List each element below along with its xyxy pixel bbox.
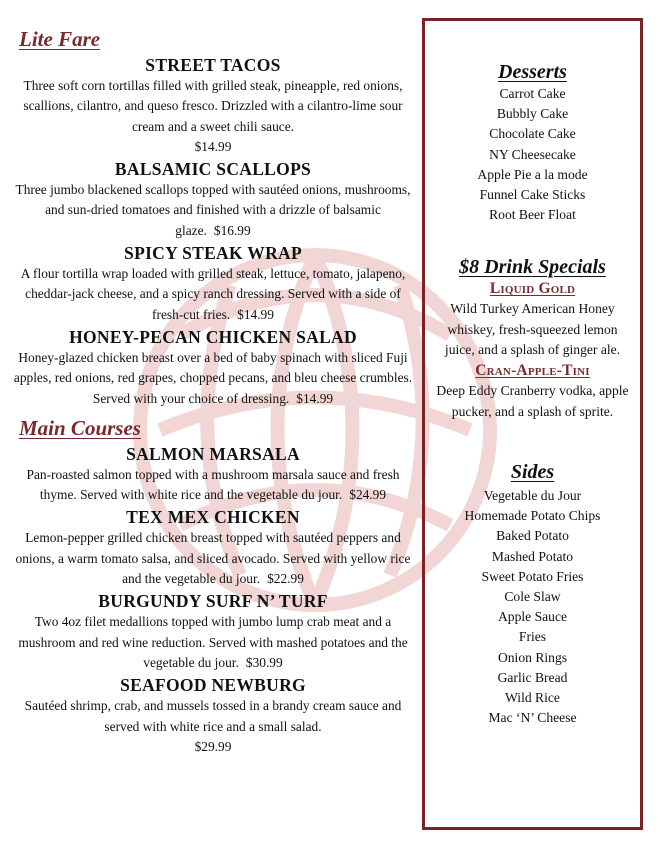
menu-item-title: BURGUNDY SURF N’ TURF	[98, 591, 328, 612]
menu-item-desc-text: Pan-roasted salmon topped with a mushroom marsala sauce and fresh thyme. Served with white rice and the vegetable du jour.	[26, 466, 400, 503]
menu-item-description	[12, 528, 414, 589]
drink-description: Wild Turkey American Honey whiskey, fresh-squeezed lemon juice, and a splash of ginger ale.	[444, 301, 621, 358]
list-item: Funnel Cake Sticks	[479, 187, 586, 203]
list-item: Cole Slaw	[504, 588, 561, 604]
desserts-heading: Desserts	[498, 61, 567, 83]
menu-item	[12, 506, 414, 589]
menu-item-price: $22.99	[267, 571, 304, 587]
list-item: Mac ‘N’ Cheese	[488, 710, 577, 726]
list-item: Chocolate Cake	[489, 126, 576, 142]
menu-item-title: TEX MEX CHICKEN	[126, 507, 300, 528]
list-item: Apple Pie a la mode	[477, 166, 588, 182]
menu-item-description	[12, 76, 414, 157]
drink-description: Deep Eddy Cranberry vodka, apple pucker, and a splash of sprite.	[436, 383, 629, 419]
menu-item-title: SEAFOOD NEWBURG	[120, 675, 306, 696]
menu-item	[12, 242, 414, 325]
menu-item-description	[12, 696, 414, 757]
menu-item-desc-text: Sautéed shrimp, crab, and mussels tossed in a brandy cream sauce and served with white rice and a small salad.	[24, 698, 402, 734]
list-item: Garlic Bread	[497, 669, 568, 685]
desserts-list	[425, 84, 640, 225]
drink-specials-heading: $8 Drink Specials	[459, 256, 606, 279]
main-courses-heading: Main Courses	[19, 415, 141, 440]
menu-item-title: SPICY STEAK WRAP	[124, 243, 302, 264]
menu-item-price: $16.99	[213, 222, 251, 238]
list-item: Onion Rings	[497, 649, 568, 665]
list-item: Apple Sauce	[497, 609, 568, 625]
list-item: NY Cheesecake	[489, 146, 576, 162]
menu-item	[12, 326, 414, 409]
list-item: Wild Rice	[505, 689, 560, 705]
menu-item	[12, 674, 414, 757]
menu-item-desc-text: Two 4oz filet medallions topped with jumbo lump crab meat and a mushroom and red wine reduction. Served with mashed potatoes and the vegetable du jour.	[18, 614, 408, 670]
left-menu-column	[12, 26, 414, 758]
menu-item-price: $30.99	[245, 654, 283, 670]
list-item: Carrot Cake	[499, 86, 566, 101]
drink-name: Liquid Gold	[489, 280, 576, 298]
menu-item-desc-text: Three soft corn tortillas filled with grilled steak, pineapple, red onions, scallions, cilantro, and queso fresco. Drizzled with a cilantro-lime sour cream and a sweet chili sauce.	[23, 78, 403, 134]
menu-item-description	[12, 465, 414, 506]
menu-item-title: SALMON MARSALA	[126, 443, 300, 464]
sides-heading: Sides	[510, 460, 555, 483]
menu-item-price: $14.99	[296, 390, 334, 406]
lite-fare-heading: Lite Fare	[19, 27, 101, 51]
list-item: Fries	[518, 629, 547, 645]
drink-name: Cran-Apple-Tini	[475, 362, 590, 380]
list-item: Vegetable du Jour	[483, 487, 582, 503]
menu-item-desc-text: Lemon-pepper grilled chicken breast topped with sautéed peppers and onions, a warm tomato salsa, and sliced avocado. Served with yellow rice and the vegetable du jour.	[15, 530, 411, 587]
menu-item-desc-text: Three jumbo blackened scallops topped with sautéed onions, mushrooms, and sun-dried tomatoes and finished with a drizzle of balsamic glaze.	[15, 182, 411, 238]
menu-item-title: STREET TACOS	[145, 55, 281, 75]
menu-item	[12, 443, 414, 506]
right-menu-column	[422, 18, 643, 830]
menu-item	[12, 158, 414, 241]
list-item: Homemade Potato Chips	[464, 508, 601, 524]
menu-item	[12, 590, 414, 673]
list-item: Root Beer Float	[489, 207, 576, 223]
list-item: Baked Potato	[496, 528, 569, 544]
menu-item-price: $14.99	[194, 138, 232, 154]
menu-item-desc-text: A flour tortilla wrap loaded with grilled steak, lettuce, tomato, jalapeno, cheddar-jack cheese, and a spicy ranch dressing. Served with a side of fresh-cut fries.	[20, 266, 406, 322]
menu-item-description	[12, 264, 414, 325]
menu-item-description	[12, 180, 414, 241]
menu-item-price: $29.99	[194, 738, 232, 754]
menu-item-title: BALSAMIC SCALLOPS	[114, 159, 312, 180]
menu-item-price: $14.99	[237, 306, 274, 322]
menu-item-desc-text: Honey-glazed chicken breast over a bed of baby spinach with sliced Fuji apples, red onions, red grapes, chopped pecans, and bleu cheese crumbles. Served with your choice of dressing.	[13, 349, 413, 406]
menu-item	[12, 54, 414, 157]
menu-item-price: $24.99	[349, 487, 387, 503]
list-item: Sweet Potato Fries	[481, 568, 584, 584]
menu-item-description	[12, 348, 414, 409]
menu-item-title: HONEY-PECAN CHICKEN SALAD	[69, 326, 357, 347]
list-item: Bubbly Cake	[496, 106, 569, 122]
list-item: Mashed Potato	[491, 548, 574, 564]
menu-item-description	[12, 612, 414, 673]
sides-list	[425, 486, 640, 728]
